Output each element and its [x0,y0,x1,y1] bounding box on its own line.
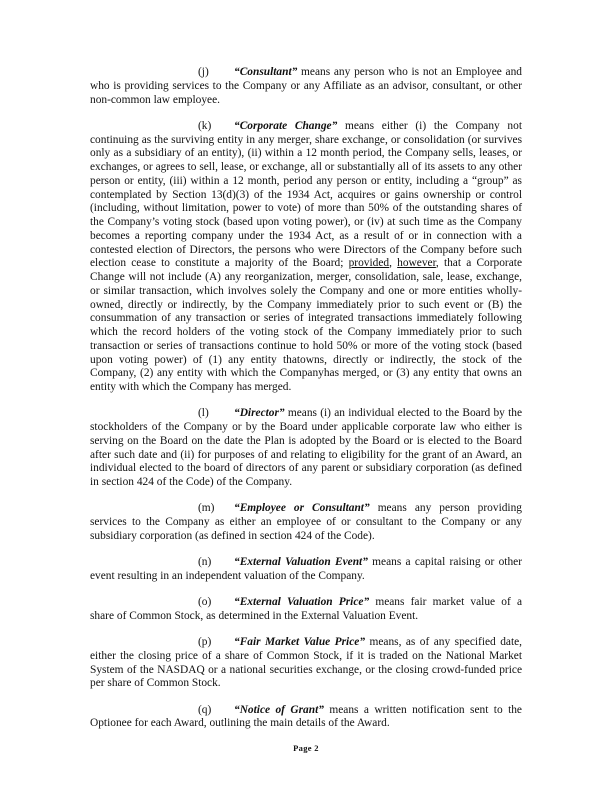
paragraph-number: (o) [198,596,212,608]
paragraph-number: (n) [198,556,212,568]
definition-text: means a written notification sent to the Optionee for each Award, outlining the main details of the Award. [90,703,522,730]
definition-paragraph-o [90,596,522,624]
definition-paragraph-k [90,120,522,395]
defined-term: “External Valuation Event” [234,556,368,568]
definition-paragraph-n [90,556,522,584]
defined-term: “Fair Market Value Price” [234,636,366,648]
underlined-word-however: however [397,257,436,270]
paragraph-number: (m) [198,502,215,515]
definition-paragraph-q [90,704,522,732]
paragraph-number: (l) [198,407,209,420]
paragraph-number: (q) [198,703,212,716]
defined-term: “External Valuation Price” [234,596,370,608]
paragraph-number: (k) [198,119,212,132]
definition-text: means either (i) the Company not continuing as the surviving entity in any merger, share exchange, or consolidation (or survives only as a subsidiary of an entity), (ii) within a 12 month period, the Company sells, leases, or exchanges, or agrees to sell, lease, or exchange, all or substantially all of its assets to any other person or entity, (iii) within a 12 month, period any person or entity, including a “group” as contemplated by Section 13(d)(3) of the 1934 Act, acquires or gains ownership or control (including, without limitation, power to vote) of more than 50% of the outstanding shares of the Company’s voting stock (based upon voting power), or (iv) at such time as the Company becomes a reporting company under the 1934 Act, as a result of or in connection with a contested election of Directors, the persons who were Directors of the Company before such election cease to constitute a majority of the Board; [90,119,522,270]
definition-text: means, as of any specified date, either the closing price of a share of Common Stock, if it is traded on the National Market System of the NASDAQ or a national securities exchange, or the closing crowd-funded price per share of Common Stock. [90,636,523,690]
defined-term: “Corporate Change” [234,119,338,132]
definition-text-continued: , that a Corporate Change will not include (A) any reorganization, merger, consolidation, sale, lease, exchange, or similar transaction, which involves solely the Company and one or more entities wholly-owned, directly or indirectly, by the Company immediately prior to such event or (B) the consummation of any transaction or series of integrated transactions immediately following which the record holders of the voting stock of the Company immediately prior to such transaction or series of transactions continue to hold 50% or more of the voting stock (based upon voting power) of (1) any entity thatowns, directly or indirectly, the stock of the Company, (2) any entity with which the Companyhas merged, or (3) any entity that owns an entity with which the Company has merged. [90,257,522,393]
definition-separator: , [389,257,398,270]
defined-term: “Notice of Grant” [234,703,324,716]
definition-text: means any person who is not an Employee and who is providing services to the Company or any Affiliate as an advisor, consultant, or other non-common law employee. [90,66,522,106]
definition-paragraph-p [90,636,522,691]
paragraph-number: (j) [198,66,209,78]
page-number-footer: Page 2 [293,743,319,753]
defined-term: “Director” [234,407,285,420]
definition-text: means any person providing services to the Company as either an employee of or consultant to the Company or any subsidiary corporation (as defined in section 424 of the Code). [90,502,522,542]
underlined-word-provided: provided [348,257,390,270]
defined-term: “Employee or Consultant” [234,502,370,515]
definition-paragraph-m [90,502,522,543]
document-page [90,66,522,744]
definition-paragraph-l [90,407,522,490]
paragraph-number: (p) [198,636,212,648]
definition-text: means (i) an individual elected to the Board by the stockholders of the Company or by the Board under applicable corporate law who either is serving on the Board on the date the Plan is adopted by the Board or is elected to the Board after such date and (ii) for purposes of and relating to eligibility for the grant of an Award, an individual elected to the board of directors of any parent or subsidiary corporation (as defined in section 424 of the Code) of the Company. [90,407,522,488]
definition-paragraph-j [90,66,522,107]
defined-term: “Consultant” [234,66,298,78]
definition-text: means a capital raising or other event resulting in an independent valuation of the Company. [90,556,522,582]
definition-text: means fair market value of a share of Common Stock, as determined in the External Valuation Event. [90,596,522,622]
